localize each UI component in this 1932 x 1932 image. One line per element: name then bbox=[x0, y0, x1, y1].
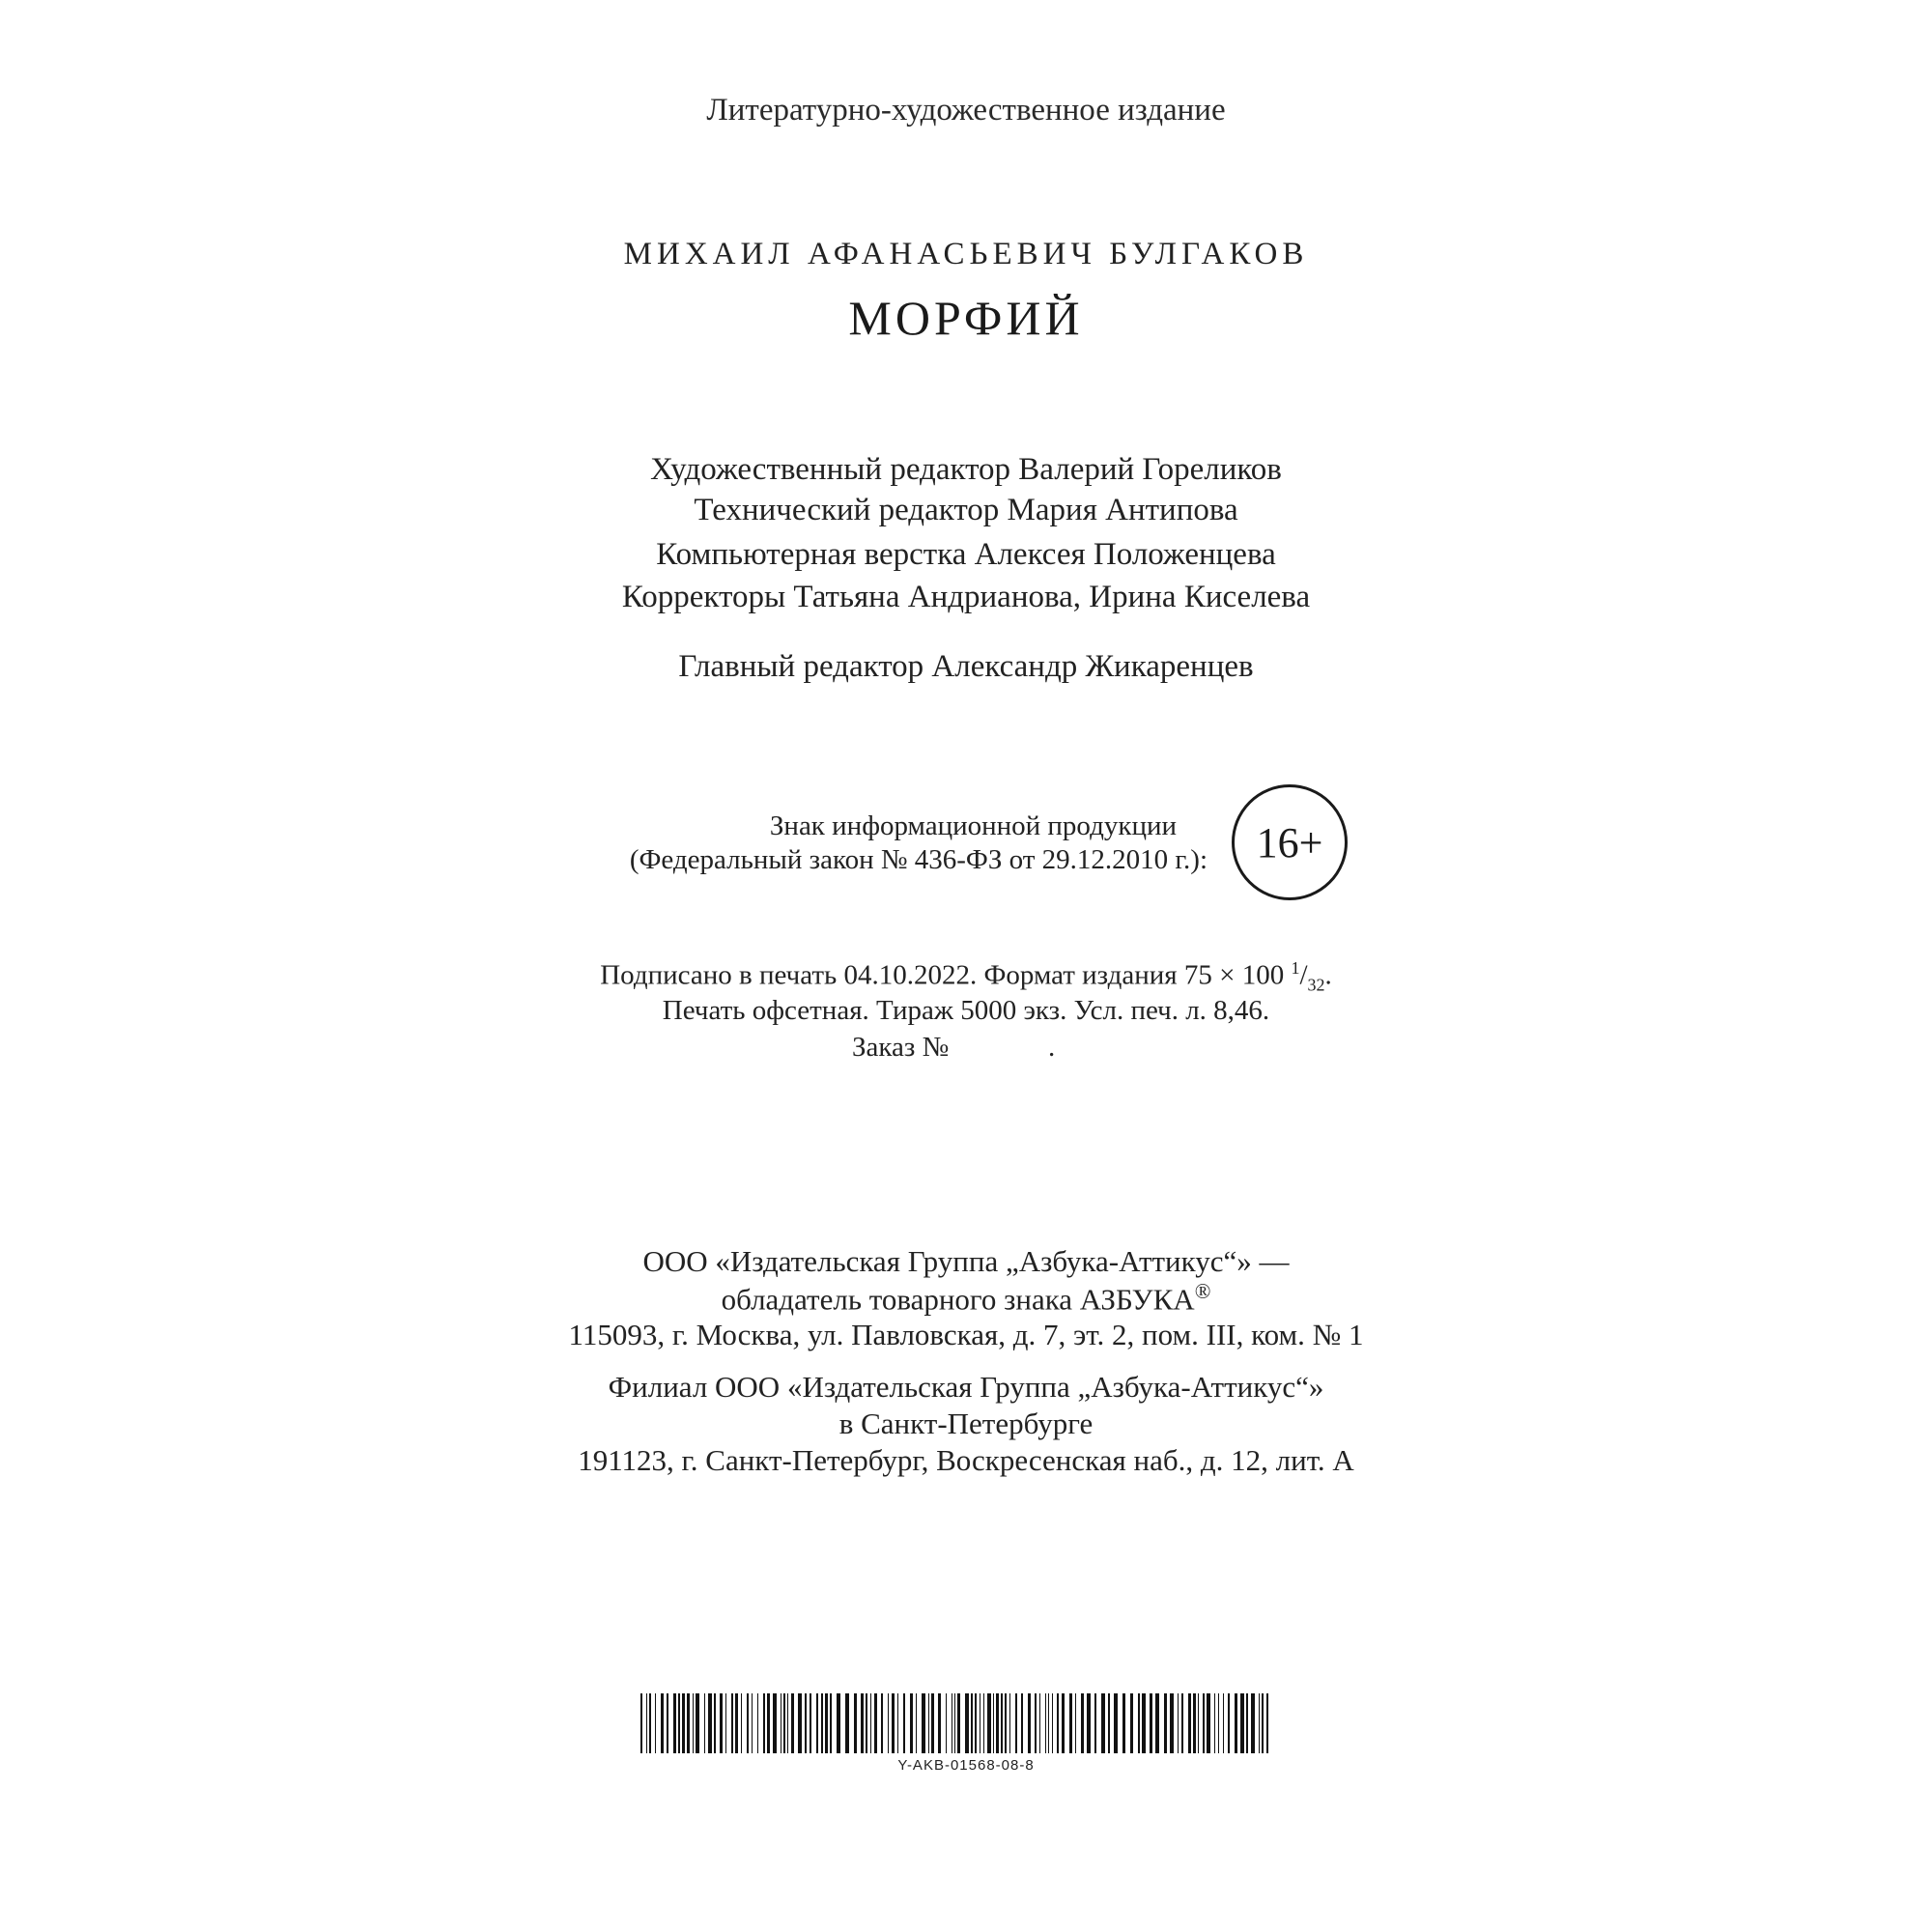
barcode-bar bbox=[1048, 1693, 1049, 1753]
barcode-bar bbox=[1130, 1693, 1133, 1753]
barcode-bar bbox=[928, 1693, 929, 1753]
barcode-bar bbox=[888, 1693, 889, 1753]
barcode-bar bbox=[954, 1693, 955, 1753]
barcode-bar bbox=[1155, 1693, 1159, 1753]
barcode-bar bbox=[673, 1693, 676, 1753]
barcode-bar bbox=[1218, 1693, 1219, 1753]
barcode-bar bbox=[874, 1693, 877, 1753]
barcode-bar bbox=[1259, 1693, 1260, 1753]
barcode-bar bbox=[1021, 1693, 1023, 1753]
barcode-bar bbox=[965, 1693, 969, 1753]
barcode-bar bbox=[854, 1693, 857, 1753]
barcode-bar bbox=[903, 1693, 905, 1753]
barcode-bar bbox=[1035, 1693, 1037, 1753]
barcode-bar bbox=[816, 1693, 818, 1753]
barcode-bar bbox=[866, 1693, 867, 1753]
credit-layout: Компьютерная верстка Алексея Положенцева bbox=[656, 537, 1276, 572]
print-info-line2: Печать офсетная. Тираж 5000 экз. Усл. печ. л. 8,46. bbox=[662, 995, 1270, 1026]
barcode-bar bbox=[787, 1693, 788, 1753]
barcode-bar bbox=[931, 1693, 934, 1753]
barcode-bar bbox=[897, 1693, 898, 1753]
barcode-bar bbox=[971, 1693, 973, 1753]
barcode-bar bbox=[1057, 1693, 1059, 1753]
publisher-address-moscow: 115093, г. Москва, ул. Павловская, д. 7, эт. 2, пом. III, ком. № 1 bbox=[568, 1318, 1364, 1351]
barcode-bar bbox=[773, 1693, 777, 1753]
barcode-bar bbox=[938, 1693, 941, 1753]
barcode-bar bbox=[640, 1693, 642, 1753]
barcode-bar bbox=[916, 1693, 917, 1753]
barcode-bar bbox=[825, 1693, 828, 1753]
barcode-bar bbox=[1170, 1693, 1174, 1753]
barcode-bar bbox=[731, 1693, 733, 1753]
barcode-bar bbox=[1223, 1693, 1224, 1753]
publisher-trademark bbox=[0, 1279, 1932, 1317]
format-denominator: 32 bbox=[1307, 975, 1325, 995]
barcode-bar bbox=[1214, 1693, 1215, 1753]
age-rating-text: 16+ bbox=[1256, 818, 1323, 867]
credit-proofreaders: Корректоры Татьяна Андрианова, Ирина Киселева bbox=[621, 580, 1311, 614]
barcode-bar bbox=[678, 1693, 680, 1753]
print-info-line1 bbox=[0, 958, 1932, 995]
barcode-bar bbox=[1193, 1693, 1196, 1753]
barcode-bar bbox=[735, 1693, 738, 1753]
barcode-bar bbox=[946, 1693, 947, 1753]
barcode-bar bbox=[892, 1693, 895, 1753]
format-end: . bbox=[1324, 959, 1332, 991]
print-format-text: Подписано в печать 04.10.2022. Формат издания 75 × 100 bbox=[600, 959, 1292, 991]
age-rating-badge bbox=[1232, 784, 1348, 900]
credit-art-editor: Художественный редактор Валерий Гореликов bbox=[650, 452, 1282, 487]
author-name: МИХАИЛ АФАНАСЬЕВИЧ БУЛГАКОВ bbox=[623, 237, 1309, 271]
barcode-bar bbox=[747, 1693, 749, 1753]
barcode-bar bbox=[1188, 1693, 1191, 1753]
barcode-bar bbox=[714, 1693, 716, 1753]
format-numerator: 1 bbox=[1291, 958, 1300, 978]
branch-city: в Санкт-Петербурге bbox=[838, 1406, 1094, 1440]
barcode-bar bbox=[1062, 1693, 1065, 1753]
barcode-bar bbox=[693, 1693, 694, 1753]
barcode-bar bbox=[1198, 1693, 1199, 1753]
barcode-bar bbox=[975, 1693, 977, 1753]
barcode-bar bbox=[696, 1693, 699, 1753]
barcode-bar bbox=[1045, 1693, 1046, 1753]
barcode-bar bbox=[687, 1693, 690, 1753]
barcode-bar bbox=[791, 1693, 794, 1753]
barcode-bar bbox=[870, 1693, 871, 1753]
trademark-text: обладатель товарного знака АЗБУКА bbox=[721, 1282, 1195, 1317]
barcode-bar bbox=[837, 1693, 840, 1753]
barcode-bar bbox=[783, 1693, 785, 1753]
barcode-bar bbox=[922, 1693, 925, 1753]
barcode-bar bbox=[1108, 1693, 1110, 1753]
barcode-bar bbox=[646, 1693, 647, 1753]
barcode-bar bbox=[1005, 1693, 1007, 1753]
edition-type: Литературно-художественное издание bbox=[706, 93, 1226, 128]
order-number-end: . bbox=[1048, 1032, 1056, 1063]
barcode-bar bbox=[649, 1693, 651, 1753]
barcode-bar bbox=[725, 1693, 726, 1753]
barcode-bar bbox=[704, 1693, 705, 1753]
barcode-bar bbox=[655, 1693, 656, 1753]
barcode-icon bbox=[640, 1693, 1269, 1753]
barcode-bar bbox=[987, 1693, 991, 1753]
barcode-bar bbox=[845, 1693, 849, 1753]
barcode-bar bbox=[993, 1693, 994, 1753]
barcode-bar bbox=[1087, 1693, 1091, 1753]
barcode-bar bbox=[1203, 1693, 1205, 1753]
barcode-bar bbox=[1164, 1693, 1167, 1753]
barcode-bar bbox=[798, 1693, 802, 1753]
barcode-bar bbox=[763, 1693, 765, 1753]
barcode-bar bbox=[1122, 1693, 1125, 1753]
credit-chief-editor: Главный редактор Александр Жикаренцев bbox=[678, 649, 1254, 684]
order-number-label: Заказ № bbox=[852, 1032, 950, 1063]
barcode-bar bbox=[983, 1693, 984, 1753]
barcode-bar bbox=[1246, 1693, 1248, 1753]
barcode-bar bbox=[720, 1693, 723, 1753]
barcode-bar bbox=[881, 1693, 883, 1753]
barcode-bar bbox=[957, 1693, 960, 1753]
barcode-bar bbox=[1101, 1693, 1105, 1753]
info-sign-law: (Федеральный закон № 436-ФЗ от 29.12.2010 г.): bbox=[629, 844, 1208, 875]
barcode-bar bbox=[1240, 1693, 1244, 1753]
barcode-bar bbox=[741, 1693, 742, 1753]
credit-tech-editor: Технический редактор Мария Антипова bbox=[694, 493, 1238, 527]
registered-mark-icon: ® bbox=[1194, 1279, 1211, 1303]
barcode-bar bbox=[1150, 1693, 1152, 1753]
barcode-bar bbox=[1207, 1693, 1210, 1753]
barcode-bar bbox=[1075, 1693, 1076, 1753]
barcode-bar bbox=[1009, 1693, 1010, 1753]
barcode-bar bbox=[1039, 1693, 1040, 1753]
barcode-bar bbox=[1015, 1693, 1017, 1753]
barcode-bar bbox=[661, 1693, 664, 1753]
barcode-bar bbox=[708, 1693, 712, 1753]
barcode-bar bbox=[757, 1693, 758, 1753]
barcode-bar bbox=[1262, 1693, 1264, 1753]
barcode-bar bbox=[767, 1693, 770, 1753]
barcode-bar bbox=[910, 1693, 913, 1753]
barcode-bar bbox=[667, 1693, 668, 1753]
barcode-bar bbox=[805, 1693, 807, 1753]
barcode-bar bbox=[752, 1693, 753, 1753]
barcode-bar bbox=[1142, 1693, 1146, 1753]
barcode-bar bbox=[1052, 1693, 1053, 1753]
barcode-bar bbox=[996, 1693, 999, 1753]
barcode-bar bbox=[821, 1693, 823, 1753]
barcode-bar bbox=[1069, 1693, 1072, 1753]
barcode-bar bbox=[1081, 1693, 1084, 1753]
barcode-bar bbox=[1001, 1693, 1003, 1753]
barcode-bar bbox=[1094, 1693, 1096, 1753]
branch-address: 191123, г. Санкт-Петербург, Воскресенская наб., д. 12, лит. А bbox=[578, 1443, 1354, 1477]
barcode-bar bbox=[1266, 1693, 1268, 1753]
barcode-bar bbox=[830, 1693, 832, 1753]
publisher-name: ООО «Издательская Группа „Азбука-Аттикус“» — bbox=[642, 1244, 1290, 1278]
barcode-bar bbox=[1181, 1693, 1183, 1753]
info-sign-label: Знак информационной продукции bbox=[769, 810, 1177, 841]
barcode-bar bbox=[1178, 1693, 1179, 1753]
barcode-bar bbox=[682, 1693, 685, 1753]
barcode-bar bbox=[1251, 1693, 1255, 1753]
barcode-number: Y-AKB-01568-08-8 bbox=[897, 1757, 1035, 1774]
barcode-bar bbox=[810, 1693, 811, 1753]
barcode-bar bbox=[861, 1693, 864, 1753]
branch-name: Филиал ООО «Издательская Группа „Азбука-Аттикус“» bbox=[608, 1370, 1324, 1404]
barcode-bar bbox=[1235, 1693, 1237, 1753]
barcode-bar bbox=[1114, 1693, 1118, 1753]
barcode-bar bbox=[1138, 1693, 1140, 1753]
book-title: МОРФИЙ bbox=[848, 291, 1084, 345]
barcode-bar bbox=[1028, 1693, 1031, 1753]
barcode-bar bbox=[1228, 1693, 1230, 1753]
format-slash: / bbox=[1299, 959, 1308, 991]
